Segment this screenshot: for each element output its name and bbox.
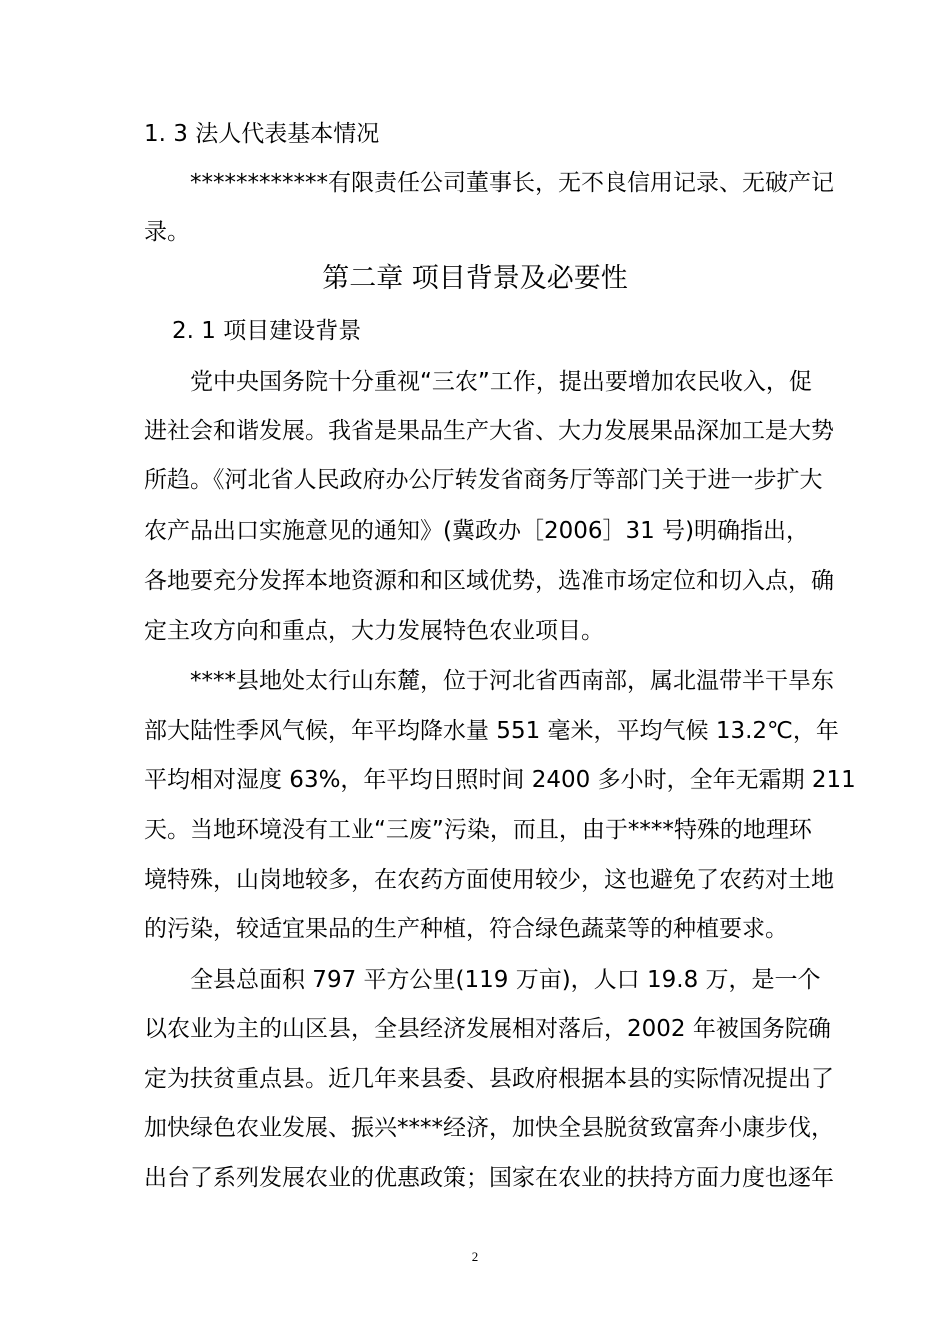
- section-heading-2-1: 2. 1 项目建设背景: [172, 318, 362, 344]
- chapter-title: 第二章 项目背景及必要性: [322, 263, 628, 294]
- paragraph-line: 出台了系列发展农业的优惠政策；国家在农业的扶持方面力度也逐年: [144, 1165, 834, 1191]
- paragraph-line: 党中央国务院十分重视“三农”工作，提出要增加农民收入，促: [190, 369, 812, 395]
- paragraph-line: 农产品出口实施意见的通知》(冀政办［2006］31 号)明确指出，: [144, 518, 810, 544]
- paragraph-line: 加快绿色农业发展、振兴****经济，加快全县脱贫致富奔小康步伐，: [144, 1115, 834, 1141]
- paragraph-line: 境特殊，山岗地较多，在农药方面使用较少，这也避免了农药对土地: [144, 867, 834, 893]
- paragraph-line: 平均相对湿度 63%，年平均日照时间 2400 多小时，全年无霜期 211: [144, 767, 856, 793]
- paragraph-line: 定主攻方向和重点，大力发展特色农业项目。: [144, 618, 604, 644]
- section-heading-1-3: 1. 3 法人代表基本情况: [144, 121, 380, 147]
- paragraph-line: 部大陆性季风气候，年平均降水量 551 毫米，平均气候 13.2℃，年: [144, 718, 839, 744]
- paragraph-line: 各地要充分发挥本地资源和和区域优势，选准市场定位和切入点，确: [144, 568, 834, 594]
- page-number: 2: [471, 1249, 479, 1264]
- paragraph-line: ************有限责任公司董事长，无不良信用记录、无破产记: [190, 170, 834, 196]
- paragraph-line: 全县总面积 797 平方公里(119 万亩)，人口 19.8 万，是一个: [190, 967, 821, 993]
- paragraph-line: 进社会和谐发展。我省是果品生产大省、大力发展果品深加工是大势: [144, 418, 834, 444]
- paragraph-line: 定为扶贫重点县。近几年来县委、县政府根据本县的实际情况提出了: [144, 1066, 834, 1092]
- paragraph-line: 天。当地环境没有工业“三废”污染，而且，由于****特殊的地理环: [144, 817, 812, 843]
- paragraph-line: ****县地处太行山东麓，位于河北省西南部，属北温带半干旱东: [190, 668, 834, 694]
- paragraph-line: 的污染，较适宜果品的生产种植，符合绿色蔬菜等的种植要求。: [144, 916, 788, 942]
- paragraph-line: 所趋。《河北省人民政府办公厅转发省商务厅等部门关于进一步扩大: [144, 467, 823, 493]
- paragraph-line: 录。: [144, 219, 190, 245]
- paragraph-line: 以农业为主的山区县，全县经济发展相对落后，2002 年被国务院确: [144, 1016, 831, 1042]
